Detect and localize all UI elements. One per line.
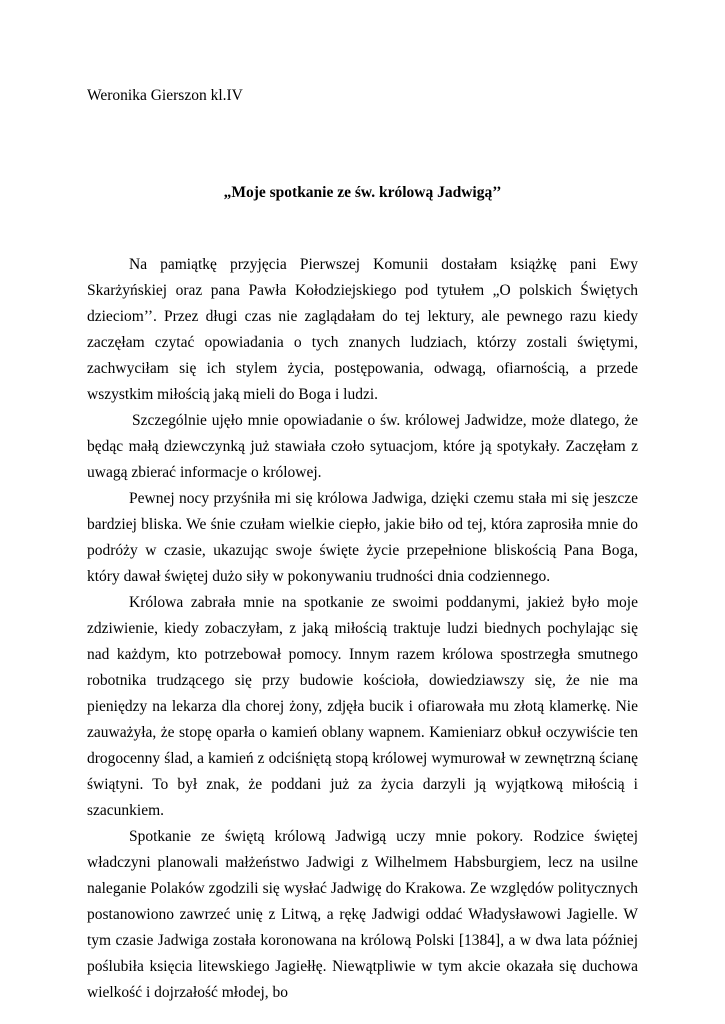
paragraph-2: Szczególnie ujęło mnie opowiadanie o św. królowej Jadwidze, może dlatego, że będąc małą dziewczynką już stawiała czoło sytuacjom, które ją spotykały. Zaczęłam z uwagą zbierać informacje o królowej. xyxy=(87,412,638,481)
paragraph-1: Na pamiątkę przyjęcia Pierwszej Komunii dostałam książkę pani Ewy Skarżyńskiej oraz pana Pawła Kołodziejskiego pod tytułem „O polskich Świętych dzieciom’’. Przez długi czas nie zaglądałam do tej lektury, ale pewnego razu kiedy zaczęłam czytać opowiadania o tych znanych ludziach, którzy zostali świętymi, zachwyciłam się ich stylem życia, postępowania, odwagą, ofiarnością, a przede wszystkim miłością jaką mieli do Boga i ludzi. xyxy=(87,256,638,403)
document-title: „Moje spotkanie ze św. królową Jadwigą’’ xyxy=(223,184,502,201)
author-line: Weronika Gierszon kl.IV xyxy=(87,87,243,104)
paragraph-3: Pewnej nocy przyśniła mi się królowa Jadwiga, dzięki czemu stała mi się jeszcze bardziej bliska. We śnie czułam wielkie ciepło, jakie biło od tej, która zaprosiła mnie do podróży w czasie, ukazując swoje święte życie przepełnione bliskością Pana Boga, który dawał świętej dużo siły w pokonywaniu trudności dnia codziennego. xyxy=(87,490,638,585)
document-body xyxy=(87,252,638,1006)
paragraph-5: Spotkanie ze świętą królową Jadwigą uczy mnie pokory. Rodzice świętej władczyni planowali małżeństwo Jadwigi z Wilhelmem Habsburgiem, lecz na usilne naleganie Polaków zgodzili się wysłać Jadwigę do Krakowa. Ze względów politycznych postanowiono zawrzeć unię z Litwą, a rękę Jadwigi oddać Władysławowi Jagielle. W tym czasie Jadwiga została koronowana na królową Polski [1384], a w dwa lata później poślubiła księcia litewskiego Jagiełłę. Niewątpliwie w tym akcie okazała się duchowa wielkość i dojrzałość młodej, bo xyxy=(87,828,638,1001)
paragraph-4: Królowa zabrała mnie na spotkanie ze swoimi poddanymi, jakież było moje zdziwienie, kiedy zobaczyłam, z jaką miłością traktuje ludzi biednych pochylając się nad każdym, kto potrzebował pomocy. Innym razem królowa spostrzegła smutnego robotnika trudzącego się przy budowie kościoła, dowiedziawszy się, że nie ma pieniędzy na lekarza dla chorej żony, zdjęła bucik i ofiarowała mu złotą klamerkę. Nie zauważyła, że stopę oparła o kamień oblany wapnem. Kamieniarz obkuł oczywiście ten drogocenny ślad, a kamień z odciśniętą stopą królowej wymurował w zewnętrzną ścianę świątyni. To był znak, że poddani już za życia darzyli ją wyjątkową miłością i szacunkiem. xyxy=(87,594,638,819)
